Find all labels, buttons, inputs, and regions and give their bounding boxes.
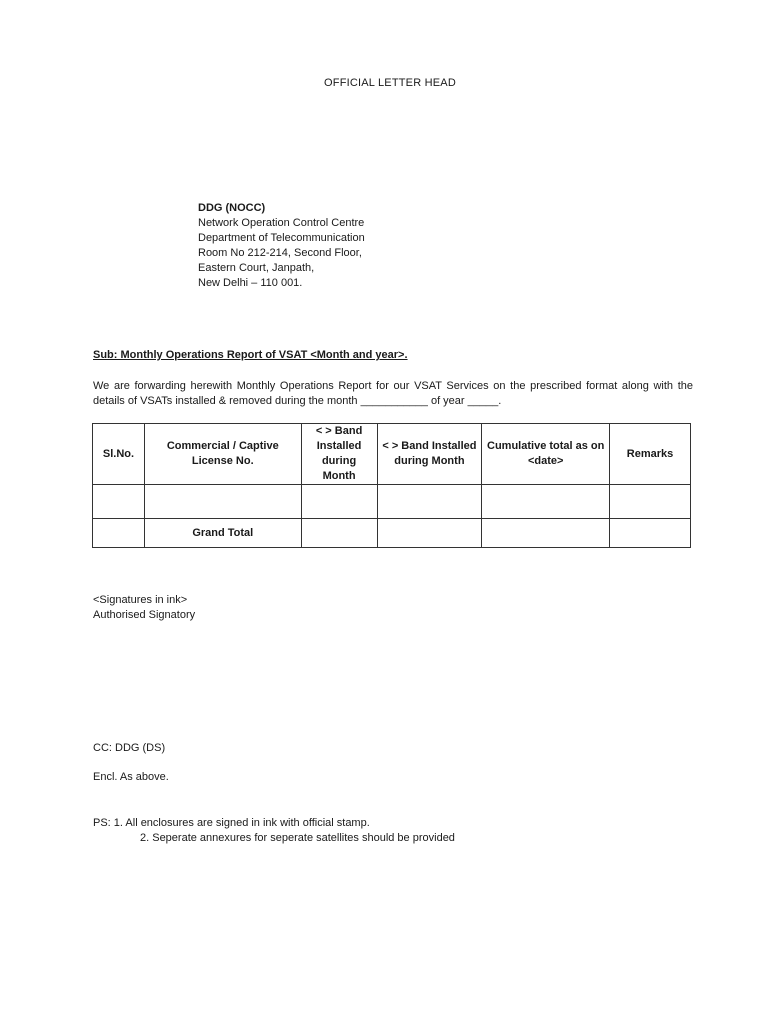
table-header-row	[93, 424, 691, 485]
grand-total-label: Grand Total	[144, 519, 301, 548]
table-cell	[301, 485, 377, 519]
header-sl-no: Sl.No.	[93, 424, 145, 485]
table-cell	[301, 519, 377, 548]
table-cell	[93, 519, 145, 548]
table-cell	[610, 485, 691, 519]
enclosure-line: Encl. As above.	[93, 771, 169, 783]
postscript-block	[93, 816, 455, 846]
subject-line: Sub: Monthly Operations Report of VSAT <Month and year>.	[93, 349, 408, 361]
recipient-address	[198, 201, 365, 291]
signature-block	[93, 593, 195, 623]
letterhead-title: OFFICIAL LETTER HEAD	[324, 77, 456, 89]
header-license-no: Commercial / Captive License No.	[144, 424, 301, 485]
address-line: Network Operation Control Centre	[198, 217, 365, 229]
table-row	[93, 485, 691, 519]
header-band-installed-1: < > Band Installed during Month	[301, 424, 377, 485]
recipient-title: DDG (NOCC)	[198, 202, 266, 214]
signature-placeholder: <Signatures in ink>	[93, 594, 188, 606]
table-cell	[377, 519, 482, 548]
operations-report-table	[92, 423, 691, 548]
postscript-line: 2. Seperate annexures for seperate satellites should be provided	[140, 832, 455, 844]
signatory-title: Authorised Signatory	[93, 609, 196, 621]
table-cell	[610, 519, 691, 548]
table-cell	[377, 485, 482, 519]
table-cell	[93, 485, 145, 519]
grand-total-row	[93, 519, 691, 548]
cc-line: CC: DDG (DS)	[93, 742, 166, 754]
table-cell	[482, 485, 610, 519]
address-line: Room No 212-214, Second Floor,	[198, 247, 362, 259]
header-remarks: Remarks	[610, 424, 691, 485]
header-band-installed-2: < > Band Installed during Month	[377, 424, 482, 485]
body-paragraph: We are forwarding herewith Monthly Operations Report for our VSAT Services on the prescribed format along with the details of VSATs installed & removed during the month ___________ of year _____.	[93, 380, 693, 407]
address-line: Department of Telecommunication	[198, 232, 365, 244]
address-line: Eastern Court, Janpath,	[198, 262, 315, 274]
address-line: New Delhi – 110 001.	[198, 277, 303, 289]
postscript-line: PS: 1. All enclosures are signed in ink with official stamp.	[93, 817, 370, 829]
table-cell	[482, 519, 610, 548]
header-cumulative-total: Cumulative total as on <date>	[482, 424, 610, 485]
table-cell	[144, 485, 301, 519]
